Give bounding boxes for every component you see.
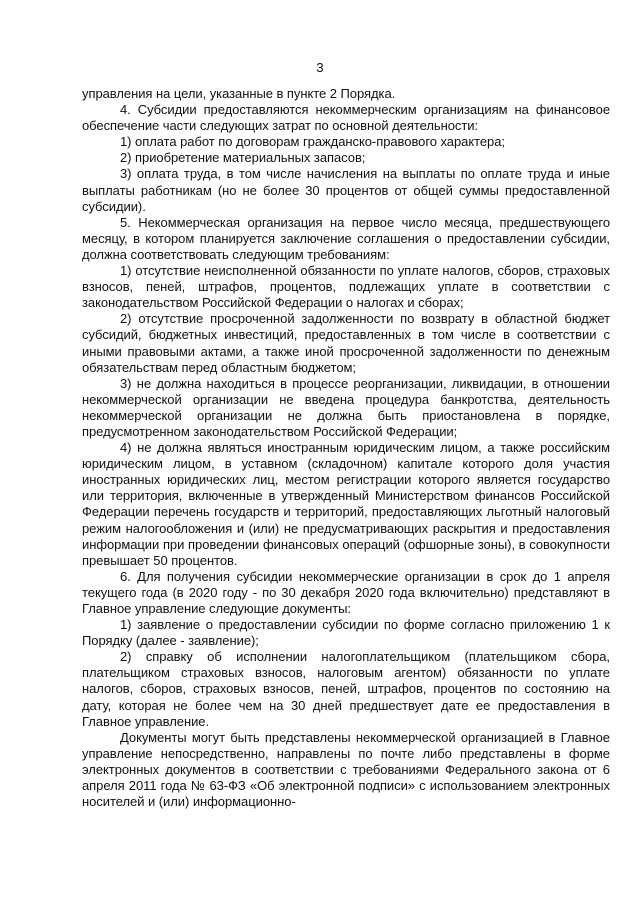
paragraph: 2) приобретение материальных запасов; bbox=[120, 150, 366, 166]
paragraph: управления на цели, указанные в пункте 2 Порядка. bbox=[82, 86, 396, 101]
paragraph: 1) оплата работ по договорам гражданско-правового характера; bbox=[120, 134, 505, 150]
paragraph: Документы могут быть представлены некоммерческой организацией в Главное управление непосредственно, направлены по почте либо представлены в форме электронных документов в соответствии с требованиями Федерального закона от 6 апреля 2011 года № 63-ФЗ «Об электронной подписи» с использованием электронных носителей и (или) информационно- bbox=[82, 729, 610, 810]
paragraph: 2) отсутствие просроченной задолженности по возврату в областной бюджет субсидий, бюджетных инвестиций, предоставленных в том числе в соответствии с иными правовыми актами, а также иной просроченной задолженности по денежным обязательствам перед областным бюджетом; bbox=[82, 311, 610, 375]
paragraph: 3) не должна находиться в процессе реорганизации, ликвидации, в отношении некоммерческой организации не введена процедура банкротства, деятельность некоммерческой организации не должна быть приостановлена в порядке, предусмотренном законодательством Российской Федерации; bbox=[82, 375, 610, 439]
paragraph: 1) заявление о предоставлении субсидии по форме согласно приложению 1 к Порядку (далее - заявление); bbox=[82, 617, 610, 649]
paragraph: 5. Некоммерческая организация на первое число месяца, предшествующего месяцу, в котором планируется заключение соглашения о предоставлении субсидии, должна соответствовать следующим требованиям: bbox=[82, 214, 610, 262]
paragraph: 6. Для получения субсидии некоммерческие организации в срок до 1 апреля текущего года (в 2020 году - по 30 декабря 2020 года включительно) представляют в Главное управление следующие документы: bbox=[82, 568, 610, 616]
paragraph: 2) справку об исполнении налогоплательщиком (плательщиком сбора, плательщиком страховых взносов, налоговым агентом) обязанности по уплате налогов, сборов, страховых взносов, пеней, штрафов, процентов по состоянию на дату, которая не более чем на 30 дней предшествует дате ее предоставления в Главное управление. bbox=[82, 649, 610, 729]
paragraph: 4. Субсидии предоставляются некоммерческим организациям на финансовое обеспечение части следующих затрат по основной деятельности: bbox=[82, 102, 610, 134]
paragraph: 1) отсутствие неисполненной обязанности по уплате налогов, сборов, страховых взносов, пеней, штрафов, процентов, подлежащих уплате в соответствии с законодательством Российской Федерации о налогах и сборах; bbox=[82, 263, 610, 311]
page-number: 3 bbox=[316, 60, 324, 75]
paragraph: 3) оплата труда, в том числе начисления на выплаты по оплате труда и иные выплаты работникам (но не более 30 процентов от общей суммы предоставленной субсидии). bbox=[82, 166, 610, 214]
document-body bbox=[82, 86, 610, 810]
paragraph: 4) не должна являться иностранным юридическим лицом, а также российским юридическим лицом, в уставном (складочном) капитале которого доля участия иностранных юридических лиц, местом регистрации которого является государство или территория, включенные в утвержденный Министерством финансов Российской Федерации перечень государств и территорий, предоставляющих льготный налоговый режим налогообложения и (или) не предусматривающих раскрытия и предоставления информации при проведении финансовых операций (офшорные зоны), в совокупности превышает 50 процентов. bbox=[82, 440, 610, 568]
